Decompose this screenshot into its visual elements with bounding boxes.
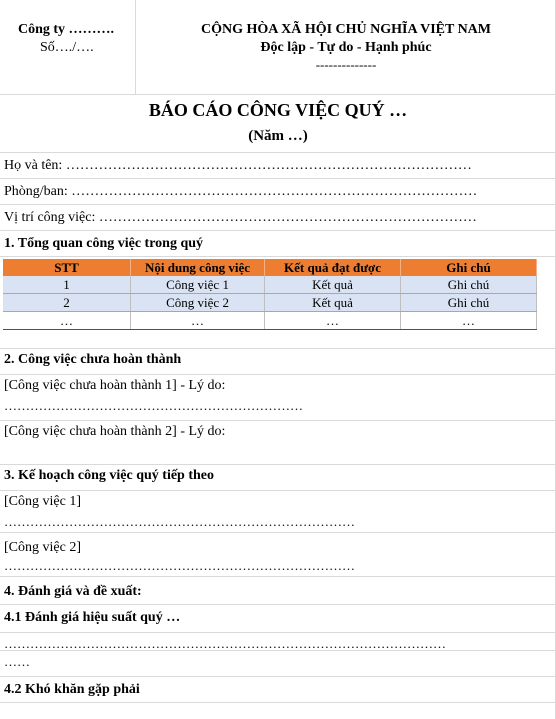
grid-line bbox=[0, 532, 556, 533]
table-row bbox=[3, 276, 537, 294]
grid-line bbox=[0, 604, 556, 605]
grid-line bbox=[0, 178, 556, 179]
table-cell: Công việc 2 bbox=[131, 294, 265, 312]
report-year: (Năm …) bbox=[248, 128, 308, 144]
grid-line bbox=[0, 256, 556, 257]
section4-2-heading: 4.2 Khó khăn gặp phải bbox=[4, 682, 140, 697]
grid-line bbox=[0, 464, 556, 465]
grid-line bbox=[0, 152, 556, 153]
table-header-row bbox=[3, 259, 537, 276]
table-cell: Kết quả bbox=[265, 276, 401, 294]
grid-line bbox=[0, 490, 556, 491]
document-number: Số…./…. bbox=[40, 40, 94, 55]
dotted-line: ………………………………………………………………………………………… bbox=[4, 636, 446, 651]
table-cell: 2 bbox=[3, 294, 131, 312]
table-cell: … bbox=[131, 312, 265, 330]
section3-heading: 3. Kế hoạch công việc quý tiếp theo bbox=[4, 468, 214, 483]
dotted-line: ……………………………………………………………………… bbox=[4, 514, 355, 529]
plan-item-1: [Công việc 1] bbox=[4, 494, 81, 509]
table-cell: Công việc 1 bbox=[131, 276, 265, 294]
column-header-content: Nội dung công việc bbox=[131, 259, 265, 276]
plan-item-2: [Công việc 2] bbox=[4, 540, 81, 555]
name-field: Họ và tên: …………………………………………………………………………… bbox=[4, 158, 472, 173]
company-name: Công ty ………. bbox=[18, 22, 115, 37]
motto-separator: -------------- bbox=[315, 57, 377, 72]
unfinished-item-2: [Công việc chưa hoàn thành 2] - Lý do: bbox=[4, 424, 226, 439]
unfinished-item-1: [Công việc chưa hoàn thành 1] - Lý do: bbox=[4, 378, 226, 393]
table-cell: Ghi chú bbox=[401, 294, 537, 312]
dotted-line: …………………………………………………………… bbox=[4, 398, 303, 413]
table-cell: … bbox=[401, 312, 537, 330]
table-cell: Kết quả bbox=[265, 294, 401, 312]
grid-line bbox=[0, 94, 556, 95]
grid-line bbox=[0, 632, 556, 633]
position-field: Vị trí công việc: ……………………………………………………………………… bbox=[4, 210, 477, 225]
table-row bbox=[3, 312, 537, 330]
column-header-result: Kết quả đạt được bbox=[265, 259, 401, 276]
table-cell: … bbox=[265, 312, 401, 330]
national-title: CỘNG HÒA XÃ HỘI CHỦ NGHĨA VIỆT NAM bbox=[200, 22, 491, 37]
department-field: Phòng/ban: …………………………………………………………………………… bbox=[4, 184, 478, 199]
grid-line bbox=[0, 676, 556, 677]
grid-line bbox=[0, 348, 556, 349]
column-header-note: Ghi chú bbox=[401, 259, 537, 276]
dotted-line: ……………………………………………………………………… bbox=[4, 558, 355, 573]
table-cell: Ghi chú bbox=[401, 276, 537, 294]
grid-line bbox=[0, 702, 556, 703]
table-row bbox=[3, 294, 537, 312]
dotted-line: …… bbox=[4, 654, 30, 669]
report-title: BÁO CÁO CÔNG VIỆC QUÝ … bbox=[148, 100, 408, 120]
grid-line bbox=[0, 420, 556, 421]
grid-line bbox=[0, 374, 556, 375]
grid-line bbox=[0, 204, 556, 205]
section4-heading: 4. Đánh giá và đề xuất: bbox=[4, 584, 142, 599]
table-cell: … bbox=[3, 312, 131, 330]
national-motto: Độc lập - Tự do - Hạnh phúc bbox=[260, 40, 432, 55]
section1-heading: 1. Tổng quan công việc trong quý bbox=[4, 236, 204, 251]
section2-heading: 2. Công việc chưa hoàn thành bbox=[4, 352, 182, 367]
work-overview-table bbox=[3, 259, 537, 330]
column-header-stt: STT bbox=[3, 259, 131, 276]
section4-1-heading: 4.1 Đánh giá hiệu suất quý … bbox=[4, 610, 181, 625]
grid-line bbox=[0, 230, 556, 231]
table-cell: 1 bbox=[3, 276, 131, 294]
grid-line bbox=[0, 576, 556, 577]
